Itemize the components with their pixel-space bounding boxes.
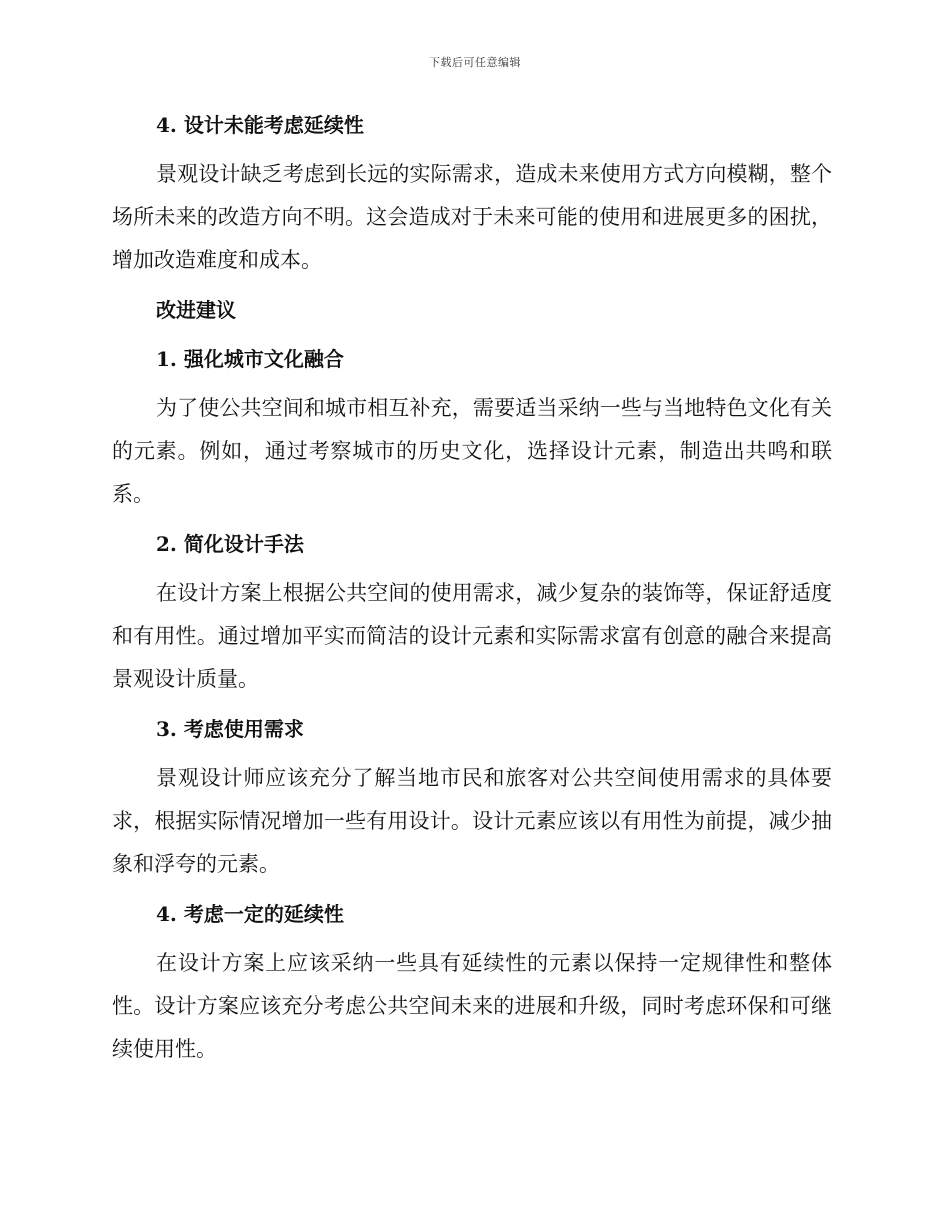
section-heading: 改进建议 <box>156 298 236 322</box>
section-paragraph: 在设计方案上应该采纳一些具有延续性的元素以保持一定规律性和整体性。设计方案应该充分考虑公共空间未来的进展和升级，同时考虑环保和可继续使用性。 <box>112 951 832 1061</box>
page-header: 下载后可任意编辑 <box>429 56 521 69</box>
section-paragraph: 景观设计缺乏考虑到长远的实际需求，造成未来使用方式方向模糊，整个场所未来的改造方向不明。这会造成对于未来可能的使用和进展更多的困扰，增加改造难度和成本。 <box>112 162 832 272</box>
section-paragraph: 为了使公共空间和城市相互补充，需要适当采纳一些与当地特色文化有关的元素。例如，通过考察城市的历史文化，选择设计元素，制造出共鸣和联系。 <box>112 396 832 506</box>
section-heading: 1. 强化城市文化融合 <box>156 347 344 371</box>
section-paragraph: 在设计方案上根据公共空间的使用需求，减少复杂的装饰等，保证舒适度和有用性。通过增加平实而简洁的设计元素和实际需求富有创意的融合来提高景观设计质量。 <box>112 581 832 691</box>
section-heading: 2. 简化设计手法 <box>156 532 304 556</box>
document-body <box>112 110 832 1071</box>
section-heading: 3. 考虑使用需求 <box>156 717 304 741</box>
section-paragraph: 景观设计师应该充分了解当地市民和旅客对公共空间使用需求的具体要求，根据实际情况增加一些有用设计。设计元素应该以有用性为前提，减少抽象和浮夸的元素。 <box>112 766 832 876</box>
section-heading: 4. 考虑一定的延续性 <box>156 902 344 926</box>
section-heading: 4. 设计未能考虑延续性 <box>156 113 364 137</box>
